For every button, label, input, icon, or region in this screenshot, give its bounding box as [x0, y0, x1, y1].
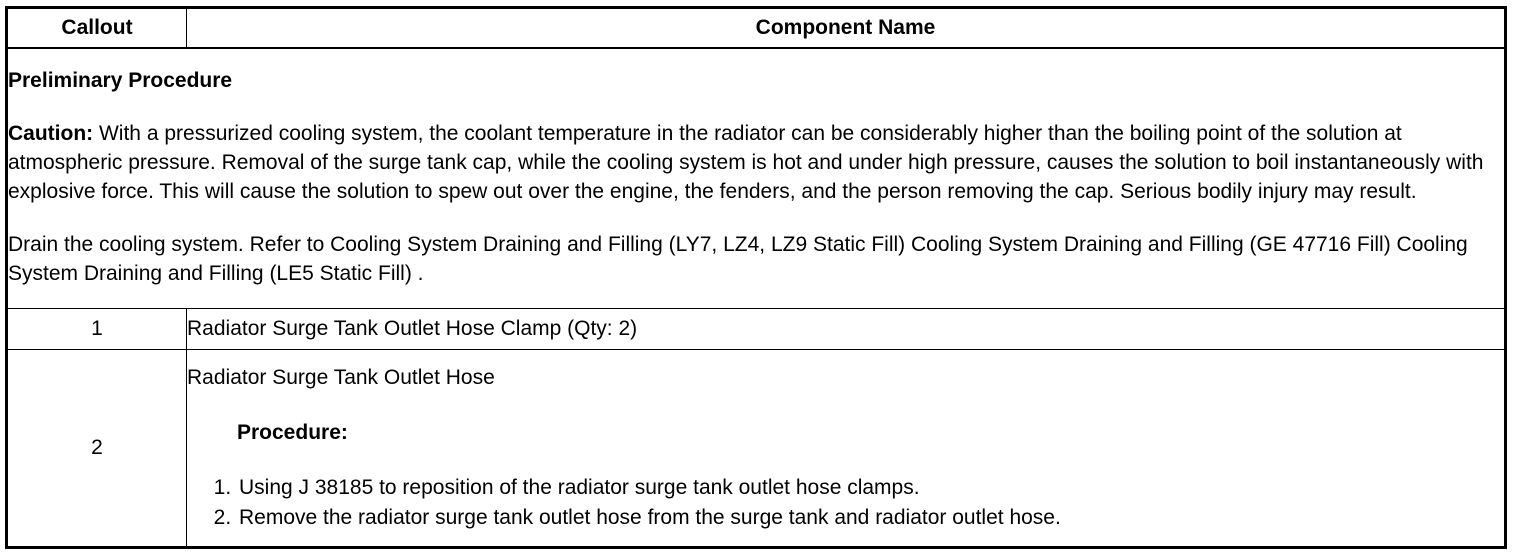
preliminary-cell — [7, 48, 1506, 308]
component-name: Radiator Surge Tank Outlet Hose — [187, 365, 495, 389]
procedure-step: 2. Remove the radiator surge tank outlet hose from the surge tank and radiator outlet hose. — [237, 503, 1504, 533]
preliminary-heading: Preliminary Procedure — [8, 69, 233, 93]
component-table — [5, 6, 1507, 549]
table-row — [7, 308, 1506, 349]
procedure-steps — [187, 473, 1504, 533]
component-name-cell — [187, 349, 1506, 547]
procedure-heading: Procedure: — [237, 420, 348, 444]
table-header-row — [7, 8, 1506, 49]
callout-cell: 2 — [7, 349, 187, 547]
preliminary-row — [7, 48, 1506, 308]
caution-text: With a pressurized cooling system, the coolant temperature in the radiator can be considerably higher than the boiling point of the solution at atmospheric pressure. Removal of the surge tank cap, while the cooling system is hot and under high pressure, causes the solution to boil instantaneously with explosive force. This will cause the solution to spew out over the engine, the fenders, and the person removing the cap. Serious bodily injury may result. — [8, 122, 1484, 204]
component-name-cell: Radiator Surge Tank Outlet Hose Clamp (Qty: 2) — [187, 308, 1506, 349]
component-name-column-header: Component Name — [187, 8, 1506, 49]
drain-instruction: Drain the cooling system. Refer to Cooling System Draining and Filling (LY7, LZ4, LZ9 Static Fill) Cooling System Draining and Filling (GE 47716 Fill) Cooling System Draining and Filling (LE5 Static Fill) . — [8, 233, 1468, 286]
caution-label: Caution: — [8, 122, 94, 146]
procedure-step: 1. Using J 38185 to reposition of the radiator surge tank outlet hose clamps. — [237, 473, 1504, 503]
caution-paragraph — [8, 119, 1504, 206]
callout-column-header: Callout — [7, 8, 187, 49]
table-row — [7, 349, 1506, 547]
callout-cell: 1 — [7, 308, 187, 349]
